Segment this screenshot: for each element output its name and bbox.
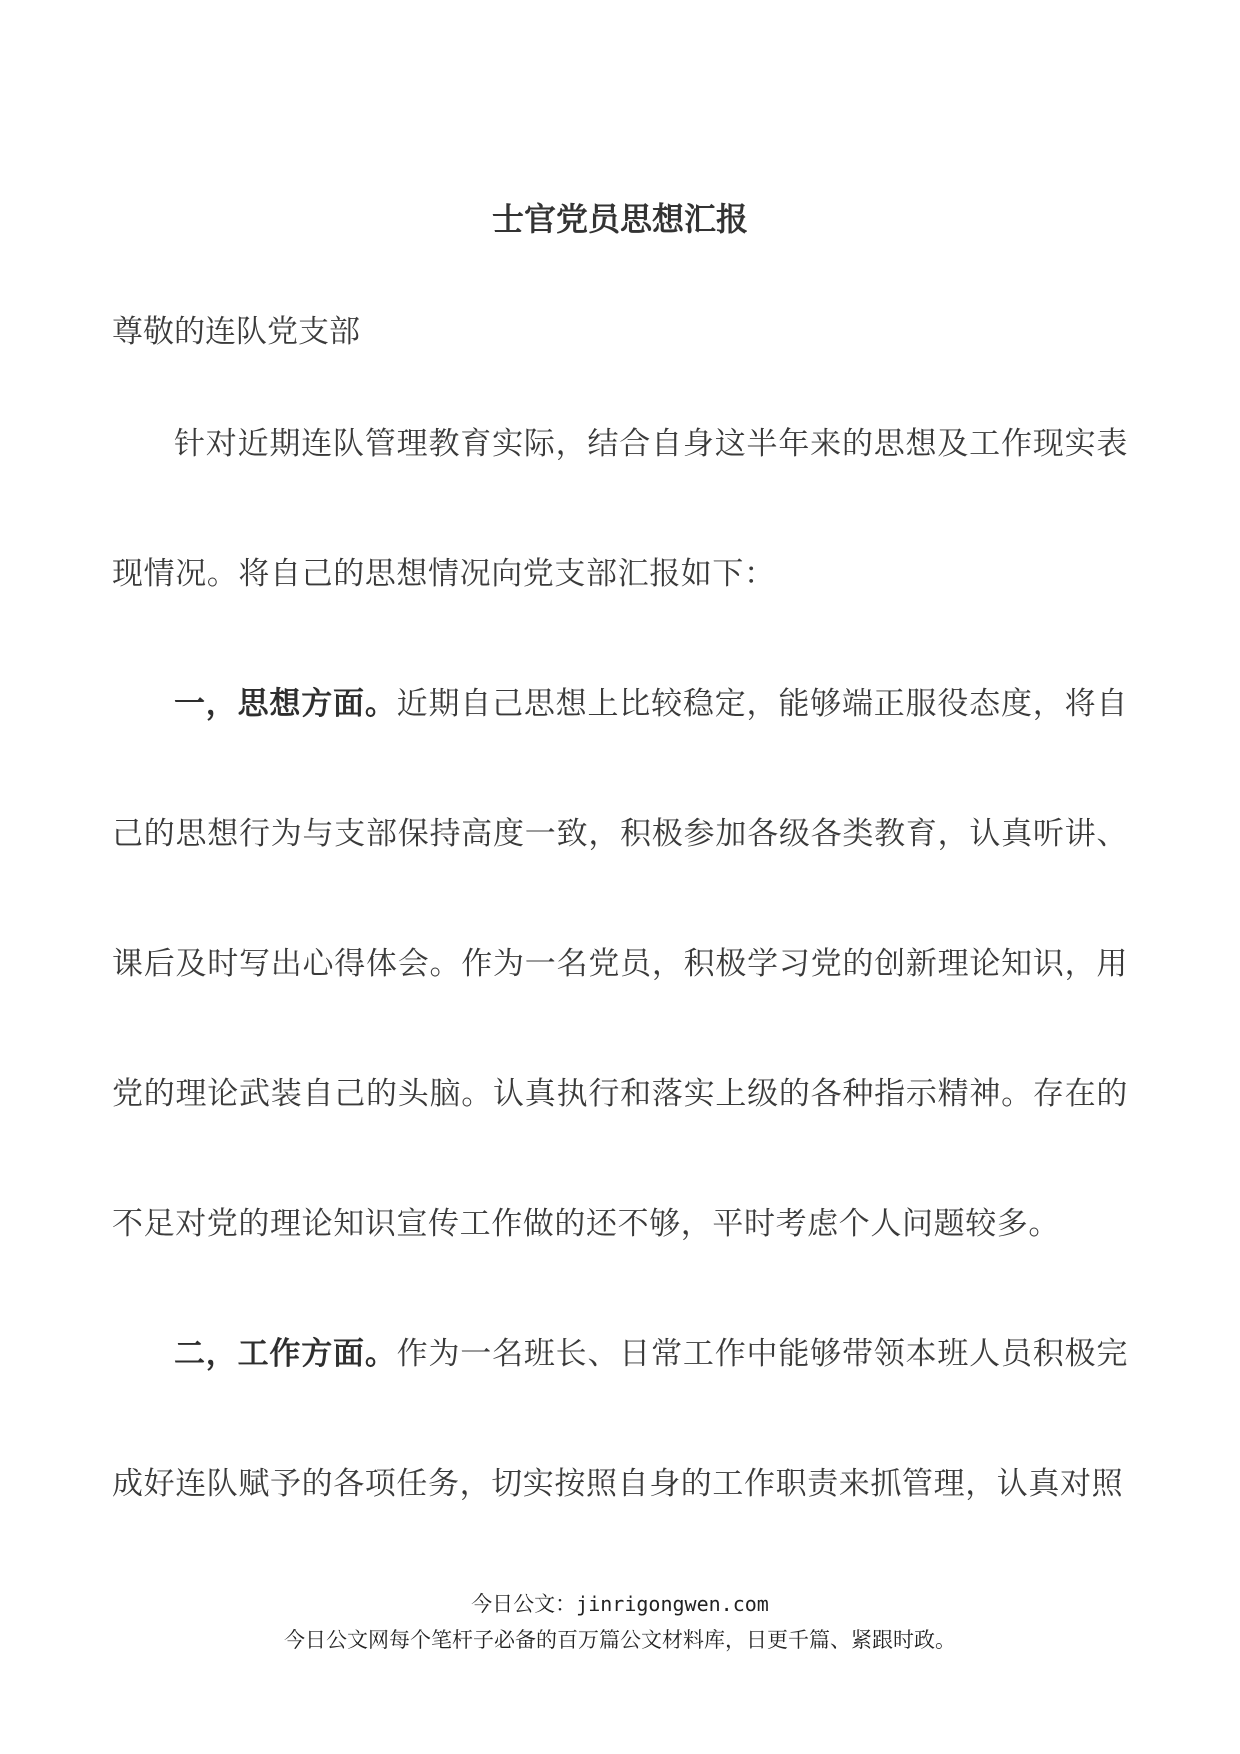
document-title: 士官党员思想汇报 (491, 200, 748, 238)
footer-site-line (0, 1588, 1240, 1620)
paragraph-intro (112, 379, 1128, 639)
salutation: 尊敬的连队党支部 (112, 314, 360, 350)
paragraph-heading: 二，工作方面。 (174, 1336, 397, 1372)
paragraph-text: 作为一名班长、日常工作中能够带领本班人员积极完成好连队赋予的各项任务，切实按照自身的工作职责来抓管理，认真对照 (112, 1336, 1128, 1502)
paragraph-work (112, 1289, 1128, 1549)
footer-slogan: 今日公文网每个笔杆子必备的百万篇公文材料库，日更千篇、紧跟时政。 (284, 1628, 956, 1652)
document-body (112, 308, 1128, 1549)
paragraph-text: 针对近期连队管理教育实际，结合自身这半年来的思想及工作现实表现情况。将自己的思想情况向党支部汇报如下： (112, 426, 1128, 592)
paragraph-text: 近期自己思想上比较稳定，能够端正服役态度，将自己的思想行为与支部保持高度一致，积极参加各级各类教育，认真听讲、课后及时写出心得体会。作为一名党员，积极学习党的创新理论知识，用党的理论武装自己的头脑。认真执行和落实上级的各种指示精神。存在的不足对党的理论知识宣传工作做的还不够，平时考虑个人问题较多。 (112, 686, 1128, 1242)
footer-site-url[interactable]: jinrigongwen.com (576, 1592, 769, 1616)
paragraph-heading: 一，思想方面。 (174, 686, 397, 722)
footer-site-label: 今日公文： (471, 1592, 577, 1616)
paragraph-thought (112, 639, 1128, 1289)
